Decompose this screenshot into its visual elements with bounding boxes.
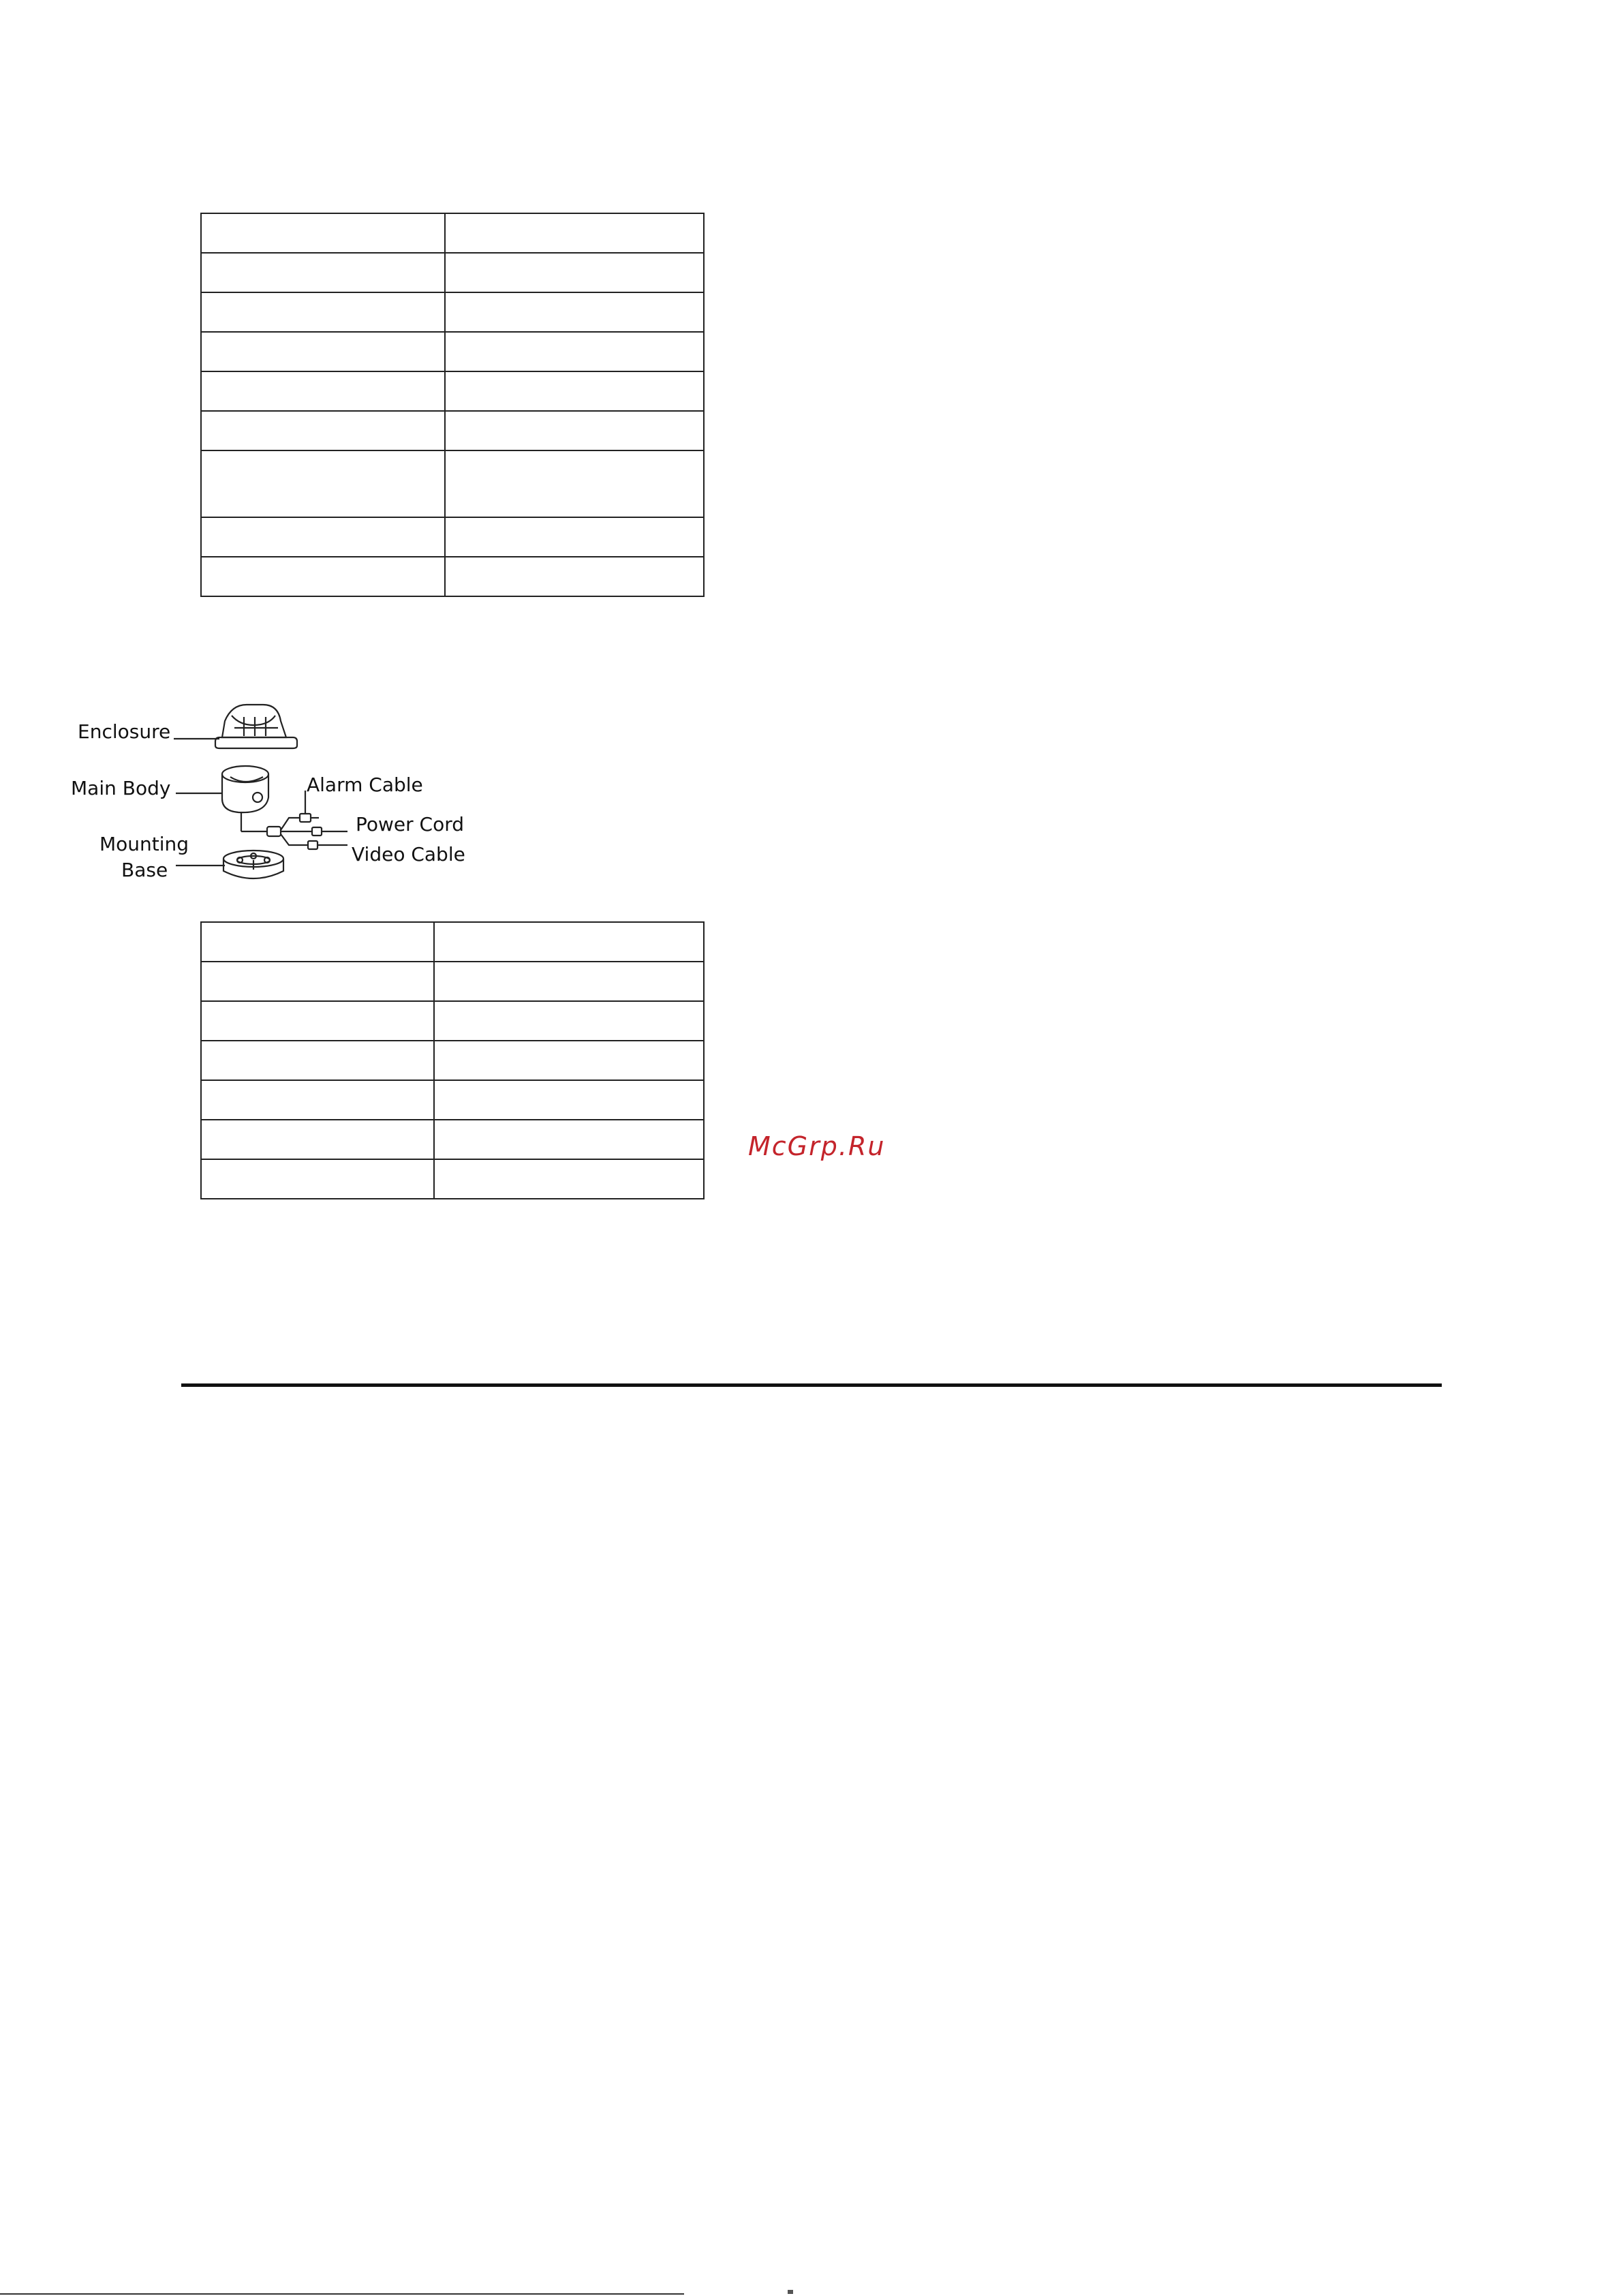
main-body-icon — [222, 766, 268, 831]
table-row — [201, 253, 704, 292]
enclosure-icon — [215, 705, 297, 748]
table-cell — [445, 332, 704, 371]
power-cord-label: Power Cord — [356, 813, 465, 836]
table-cell — [434, 922, 704, 962]
table-cell — [201, 1080, 434, 1120]
footer-rule — [0, 2293, 684, 2295]
table-cell — [201, 1041, 434, 1080]
table-cell — [434, 1001, 704, 1041]
table-cell — [201, 450, 445, 517]
mounting-base-label-line2: Base — [121, 859, 168, 881]
table-cell — [434, 1159, 704, 1199]
table-row — [201, 213, 704, 253]
table-cell — [445, 517, 704, 557]
table-row — [201, 557, 704, 596]
mounting-base-icon — [223, 851, 283, 878]
table-cell — [445, 450, 704, 517]
table-cell — [201, 1001, 434, 1041]
table-cell — [201, 922, 434, 962]
table-row — [201, 922, 704, 962]
table-cell — [201, 557, 445, 596]
horizontal-rule — [181, 1383, 1442, 1387]
table-row — [201, 962, 704, 1001]
table-cell — [445, 292, 704, 332]
cable-splitter-icon — [267, 791, 347, 849]
table-row — [201, 1080, 704, 1120]
table-row — [201, 1159, 704, 1199]
table-row — [201, 517, 704, 557]
table-cell — [201, 411, 445, 450]
table-cell — [434, 1120, 704, 1159]
table-cell — [201, 1120, 434, 1159]
table-row — [201, 1001, 704, 1041]
watermark-text: McGrp.Ru — [748, 1131, 886, 1161]
table-cell — [445, 371, 704, 411]
table-cell — [201, 292, 445, 332]
alarm-cable-label: Alarm Cable — [307, 774, 423, 796]
table-cell — [445, 253, 704, 292]
mounting-base-label-line1: Mounting — [99, 833, 189, 855]
table-cell — [201, 253, 445, 292]
table-row — [201, 1120, 704, 1159]
table-cell — [201, 213, 445, 253]
table-row — [201, 450, 704, 517]
camera-components-figure — [61, 688, 484, 893]
spec-table-bottom — [200, 921, 705, 1199]
table-row — [201, 1041, 704, 1080]
table-row — [201, 332, 704, 371]
table-cell — [201, 332, 445, 371]
main-body-label: Main Body — [71, 777, 171, 799]
footer-mark — [788, 2290, 793, 2294]
table-cell — [201, 962, 434, 1001]
table-row — [201, 371, 704, 411]
table-cell — [434, 962, 704, 1001]
table-cell — [445, 557, 704, 596]
spec-table-top — [200, 213, 705, 597]
table-cell — [201, 517, 445, 557]
table-cell — [434, 1080, 704, 1120]
video-cable-label: Video Cable — [352, 843, 465, 866]
table-row — [201, 411, 704, 450]
table-cell — [434, 1041, 704, 1080]
table-cell — [201, 371, 445, 411]
table-cell — [445, 411, 704, 450]
table-cell — [201, 1159, 434, 1199]
enclosure-label: Enclosure — [78, 720, 171, 743]
table-cell — [445, 213, 704, 253]
table-row — [201, 292, 704, 332]
